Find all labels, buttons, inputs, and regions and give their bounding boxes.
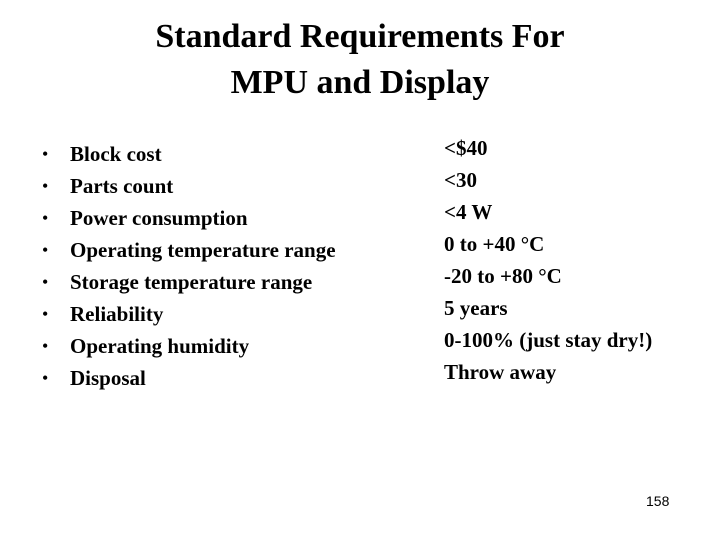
requirement-value: <4 W — [444, 200, 493, 224]
requirement-value: 0 to +40 °C — [444, 232, 545, 256]
bullet: • — [42, 368, 49, 388]
list-item — [40, 138, 336, 170]
bullet: • — [42, 176, 49, 196]
list-item — [40, 362, 336, 394]
requirement-value: -20 to +80 °C — [444, 264, 562, 288]
page-number: 158 — [646, 493, 670, 509]
list-item — [40, 202, 336, 234]
list-item — [40, 266, 336, 298]
list-item — [40, 234, 336, 266]
requirement-label: Operating humidity — [70, 334, 250, 358]
requirement-label: Storage temperature range — [70, 270, 313, 294]
requirement-label: Power consumption — [70, 206, 248, 230]
list-item — [40, 170, 336, 202]
bullet: • — [42, 272, 49, 292]
requirement-label: Operating temperature range — [70, 238, 336, 262]
requirement-label: Parts count — [70, 174, 174, 198]
requirement-values-list — [444, 132, 652, 388]
requirement-labels-list — [40, 138, 336, 394]
bullet: • — [42, 304, 49, 324]
requirement-value: Throw away — [444, 360, 557, 384]
bullet: • — [42, 208, 49, 228]
bullet: • — [42, 144, 49, 164]
bullet: • — [42, 336, 49, 356]
slide-title-line-2: MPU and Display — [230, 64, 490, 101]
list-item — [40, 298, 336, 330]
bullet: • — [42, 240, 49, 260]
requirement-value: <30 — [444, 168, 477, 192]
slide-title — [0, 14, 720, 106]
requirement-value: 5 years — [444, 296, 508, 320]
requirement-label: Reliability — [70, 302, 164, 326]
requirement-label: Disposal — [70, 366, 146, 390]
slide-title-line-1: Standard Requirements For — [155, 18, 565, 55]
requirement-value: 0-100% (just stay dry!) — [444, 328, 653, 352]
requirement-label: Block cost — [70, 142, 162, 166]
requirement-value: <$40 — [444, 136, 488, 160]
list-item — [40, 330, 336, 362]
